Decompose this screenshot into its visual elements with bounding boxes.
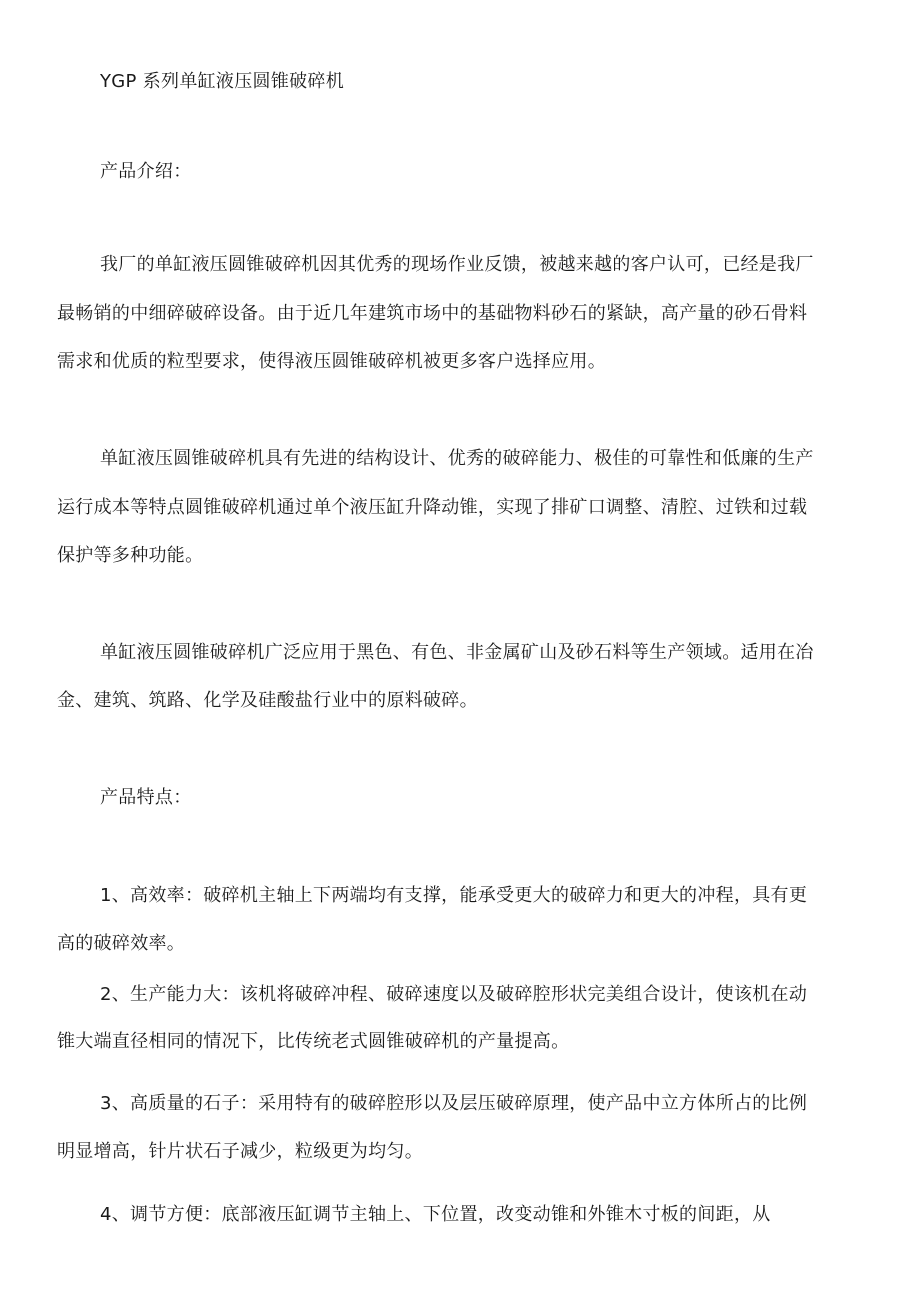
document-title: YGP 系列单缸液压圆锥破碎机 bbox=[100, 71, 345, 92]
intro-p1-line-3: 需求和优质的粒型要求，使得液压圆锥破碎机被更多客户选择应用。 bbox=[57, 351, 606, 372]
intro-p1-line-1: 我厂的单缸液压圆锥破碎机因其优秀的现场作业反馈，被越来越的客户认可，已经是我厂 bbox=[100, 254, 814, 275]
feature-3-line-2: 明显增高，针片状石子减少，粒级更为均匀。 bbox=[57, 1141, 423, 1162]
feature-3-line-1: 3、高质量的石子：采用特有的破碎腔形以及层压破碎原理，使产品中立方体所占的比例 bbox=[100, 1093, 808, 1114]
feature-2-line-2: 锥大端直径相同的情况下，比传统老式圆锥破碎机的产量提高。 bbox=[57, 1031, 570, 1052]
feature-1-line-2: 高的破碎效率。 bbox=[57, 933, 186, 954]
feature-2-line-1: 2、生产能力大：该机将破碎冲程、破碎速度以及破碎腔形状完美组合设计，使该机在动 bbox=[100, 984, 808, 1005]
feature-1-line-1: 1、高效率：破碎机主轴上下两端均有支撑，能承受更大的破碎力和更大的冲程，具有更 bbox=[100, 885, 808, 906]
intro-p2-line-2: 运行成本等特点圆锥破碎机通过单个液压缸升降动锥，实现了排矿口调整、清腔、过铁和过载 bbox=[57, 497, 808, 518]
intro-p2-line-1: 单缸液压圆锥破碎机具有先进的结构设计、优秀的破碎能力、极佳的可靠性和低廉的生产 bbox=[100, 448, 814, 469]
intro-p3-line-2: 金、建筑、筑路、化学及硅酸盐行业中的原料破碎。 bbox=[57, 690, 478, 711]
features-heading: 产品特点： bbox=[100, 787, 192, 808]
feature-4-line-1: 4、调节方便：底部液压缸调节主轴上、下位置，改变动锥和外锥木寸板的间距，从 bbox=[100, 1204, 771, 1225]
intro-p2-line-3: 保护等多种功能。 bbox=[57, 545, 204, 566]
intro-heading: 产品介绍： bbox=[100, 161, 192, 182]
intro-p3-line-1: 单缸液压圆锥破碎机广泛应用于黑色、有色、非金属矿山及砂石料等生产领域。适用在冶 bbox=[100, 642, 814, 663]
intro-p1-line-2: 最畅销的中细碎破碎设备。由于近几年建筑市场中的基础物料砂石的紧缺，高产量的砂石骨料 bbox=[57, 303, 808, 324]
